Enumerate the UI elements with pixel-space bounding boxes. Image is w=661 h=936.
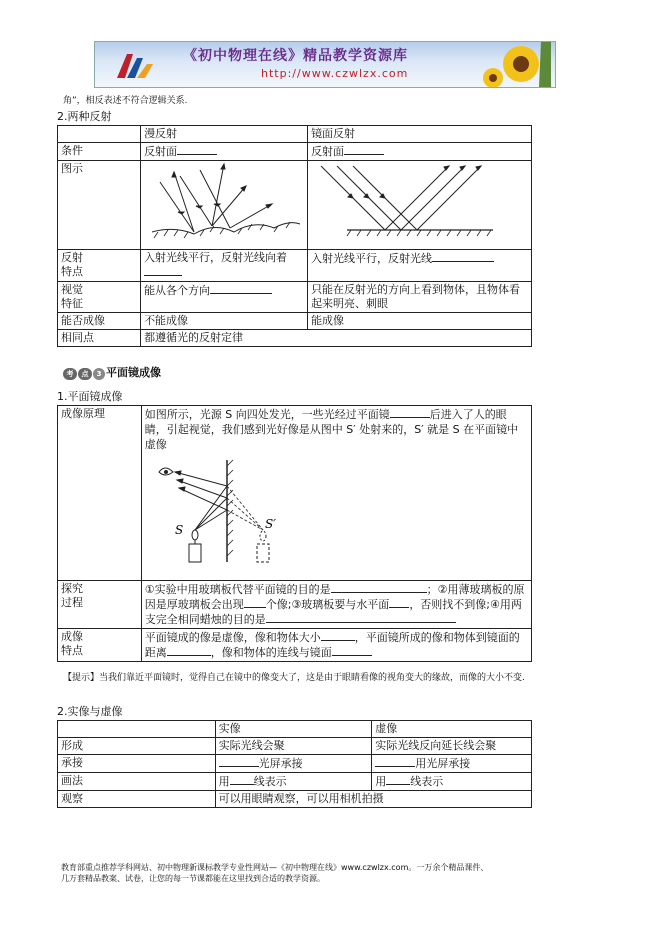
- fill-blank[interactable]: [177, 144, 217, 155]
- footer-line: 教育部重点推荐学科网站、初中物理新课标教学专业性网站—《初中物理在线》www.czwlzx.com。一万余个精品课件、: [61, 863, 489, 872]
- image-label: S′: [264, 517, 276, 531]
- row-label: 成像: [61, 630, 83, 643]
- table-cell: 反射面: [144, 145, 178, 158]
- table-row: [58, 721, 532, 738]
- row-label: 承接: [58, 755, 216, 773]
- row-label: 条件: [58, 143, 141, 161]
- table-cell: 只能在反射光的方向上看到物体，且物体看起来明亮、刺眼: [308, 282, 532, 313]
- site-url[interactable]: http://www.czwlzx.com: [261, 67, 409, 80]
- table-header: 镜面反射: [308, 126, 532, 143]
- row-label: 能否成像: [58, 313, 141, 330]
- row-label: 视觉: [61, 283, 83, 296]
- candle-icon: [189, 544, 201, 562]
- specular-reflection-diagram: [311, 162, 523, 244]
- table-cell: 线表示: [253, 775, 287, 788]
- footer: [61, 862, 601, 884]
- diffuse-reflection-diagram-cell: [141, 161, 308, 250]
- explore-text: ①实验中用玻璃板代替平面镜的目的是: [144, 583, 331, 596]
- table-cell: 用光屏承接: [415, 757, 471, 770]
- fill-blank[interactable]: [167, 645, 211, 656]
- table-header: 虚像: [372, 721, 532, 738]
- fill-blank[interactable]: [390, 407, 430, 418]
- feature-text: ，像和物体的连线与镜面: [210, 646, 332, 659]
- row-label: 特征: [61, 297, 83, 310]
- fill-blank[interactable]: [344, 144, 384, 155]
- table-row: [58, 738, 532, 755]
- table-cell: 能从各个方向: [144, 284, 211, 297]
- table-cell: 用: [218, 775, 230, 788]
- sunflower-image: [481, 42, 551, 87]
- row-label: 图示: [58, 161, 141, 250]
- table-row: [58, 773, 532, 791]
- tip-text: 【提示】当我们靠近平面镜时，觉得自己在镜中的像变大了，这是由于眼睛看像的视角变大的缘故，而像的大小不变.: [63, 673, 525, 683]
- fill-blank[interactable]: [230, 774, 254, 785]
- row-label: 特点: [61, 265, 83, 278]
- table-row: [58, 282, 532, 313]
- site-logo: [113, 48, 157, 84]
- explore-text: ；②用薄玻璃板的原因是厚玻璃板会出现: [144, 583, 525, 611]
- table-cell: 入射光线平行，反射光线向着: [144, 251, 288, 264]
- fill-blank[interactable]: [144, 265, 182, 276]
- table-cell: 用: [375, 775, 387, 788]
- plane-mirror-heading: 1.平面镜成像: [57, 390, 123, 403]
- table-header: 实像: [215, 721, 372, 738]
- kaodian-heading: [63, 364, 161, 380]
- table-row: [58, 313, 532, 330]
- diffuse-reflection-diagram: [144, 162, 304, 244]
- table-row: [58, 755, 532, 773]
- table-cell: 不能成像: [141, 313, 308, 330]
- table-row: [58, 791, 532, 808]
- fill-blank[interactable]: [244, 597, 266, 608]
- table-row: [58, 629, 532, 662]
- table-header: 漫反射: [141, 126, 308, 143]
- table-cell: 可以用眼睛观察，可以用相机拍摄: [215, 791, 531, 808]
- feature-text: ，平面镜所成的像和物体到镜面的距离: [144, 631, 520, 659]
- plane-mirror-diagram: [145, 452, 285, 567]
- header-banner: [94, 41, 556, 88]
- row-label: 反射: [61, 251, 83, 264]
- fill-blank[interactable]: [332, 645, 372, 656]
- table-cell: [58, 721, 216, 738]
- real-virtual-heading: 2.实像与虚像: [57, 705, 123, 718]
- intro-line: 角”，相反表述不符合逻辑关系.: [63, 96, 188, 106]
- fill-blank[interactable]: [266, 612, 456, 623]
- fill-blank[interactable]: [432, 251, 494, 262]
- fill-blank[interactable]: [219, 756, 259, 767]
- real-virtual-table: [57, 720, 532, 808]
- fill-blank[interactable]: [210, 283, 272, 294]
- table-cell: 入射光线平行，反射光线: [311, 252, 433, 265]
- table-row: [58, 330, 532, 347]
- source-label: S: [174, 523, 183, 537]
- table-cell: 能成像: [308, 313, 532, 330]
- table-cell: 实际光线反向延长线会聚: [372, 738, 532, 755]
- row-label: 形成: [58, 738, 216, 755]
- specular-reflection-diagram-cell: [308, 161, 532, 250]
- kaodian-title: 平面镜成像: [106, 366, 161, 379]
- table-row: [58, 143, 532, 161]
- feature-text: 平面镜成的像是虚像，像和物体大小: [144, 631, 321, 644]
- table-row: [58, 161, 532, 250]
- footer-line: 几万套精品教案、试卷，让您的每一节课都能在这里找到合适的教学资源。: [61, 874, 325, 883]
- table-row: [58, 126, 532, 143]
- explore-text: ，否则找不到像;: [409, 598, 491, 611]
- row-label: 成像原理: [58, 406, 142, 581]
- table-cell: 都遵循光的反射定律: [141, 330, 532, 347]
- row-label: 探究: [61, 582, 83, 595]
- reflection-table: [57, 125, 532, 347]
- virtual-candle-icon: [257, 544, 269, 562]
- table-cell: 线表示: [410, 775, 444, 788]
- site-title: 《初中物理在线》精品教学资源库: [183, 48, 408, 64]
- plane-mirror-table: [57, 405, 532, 662]
- table-cell: 反射面: [311, 145, 345, 158]
- principle-text: 后进入了人的眼睛，引起视觉，我们感到光好像是从图中 S′ 处射来的，S′ 就是 S 在平面镜中虚像: [144, 408, 519, 451]
- table-cell: 实际光线会聚: [215, 738, 372, 755]
- explore-text: ④用两支完全相同蜡烛的目的是: [144, 598, 522, 626]
- table-row: [58, 406, 532, 581]
- fill-blank[interactable]: [389, 597, 409, 608]
- section-two-reflections-heading: 2.两种反射: [57, 110, 112, 123]
- table-cell: 光屏承接: [258, 757, 303, 770]
- kaodian-number: 3: [93, 368, 105, 380]
- table-row: [58, 250, 532, 282]
- row-label: 观察: [58, 791, 216, 808]
- fill-blank[interactable]: [321, 630, 355, 641]
- row-label: 画法: [58, 773, 216, 791]
- fill-blank[interactable]: [331, 582, 427, 593]
- row-label: 特点: [61, 644, 83, 657]
- principle-text: 如图所示，光源 S 向四处发光，一些光经过平面镜: [144, 408, 390, 421]
- fill-blank[interactable]: [386, 774, 410, 785]
- table-row: [58, 581, 532, 629]
- kaodian-badge: 点: [78, 368, 92, 380]
- row-label: 过程: [61, 596, 83, 609]
- kaodian-badge: 考: [63, 368, 77, 380]
- explore-text: 个像;③玻璃板要与水平面: [265, 598, 390, 611]
- table-cell: [58, 126, 141, 143]
- row-label: 相同点: [58, 330, 141, 347]
- fill-blank[interactable]: [375, 756, 415, 767]
